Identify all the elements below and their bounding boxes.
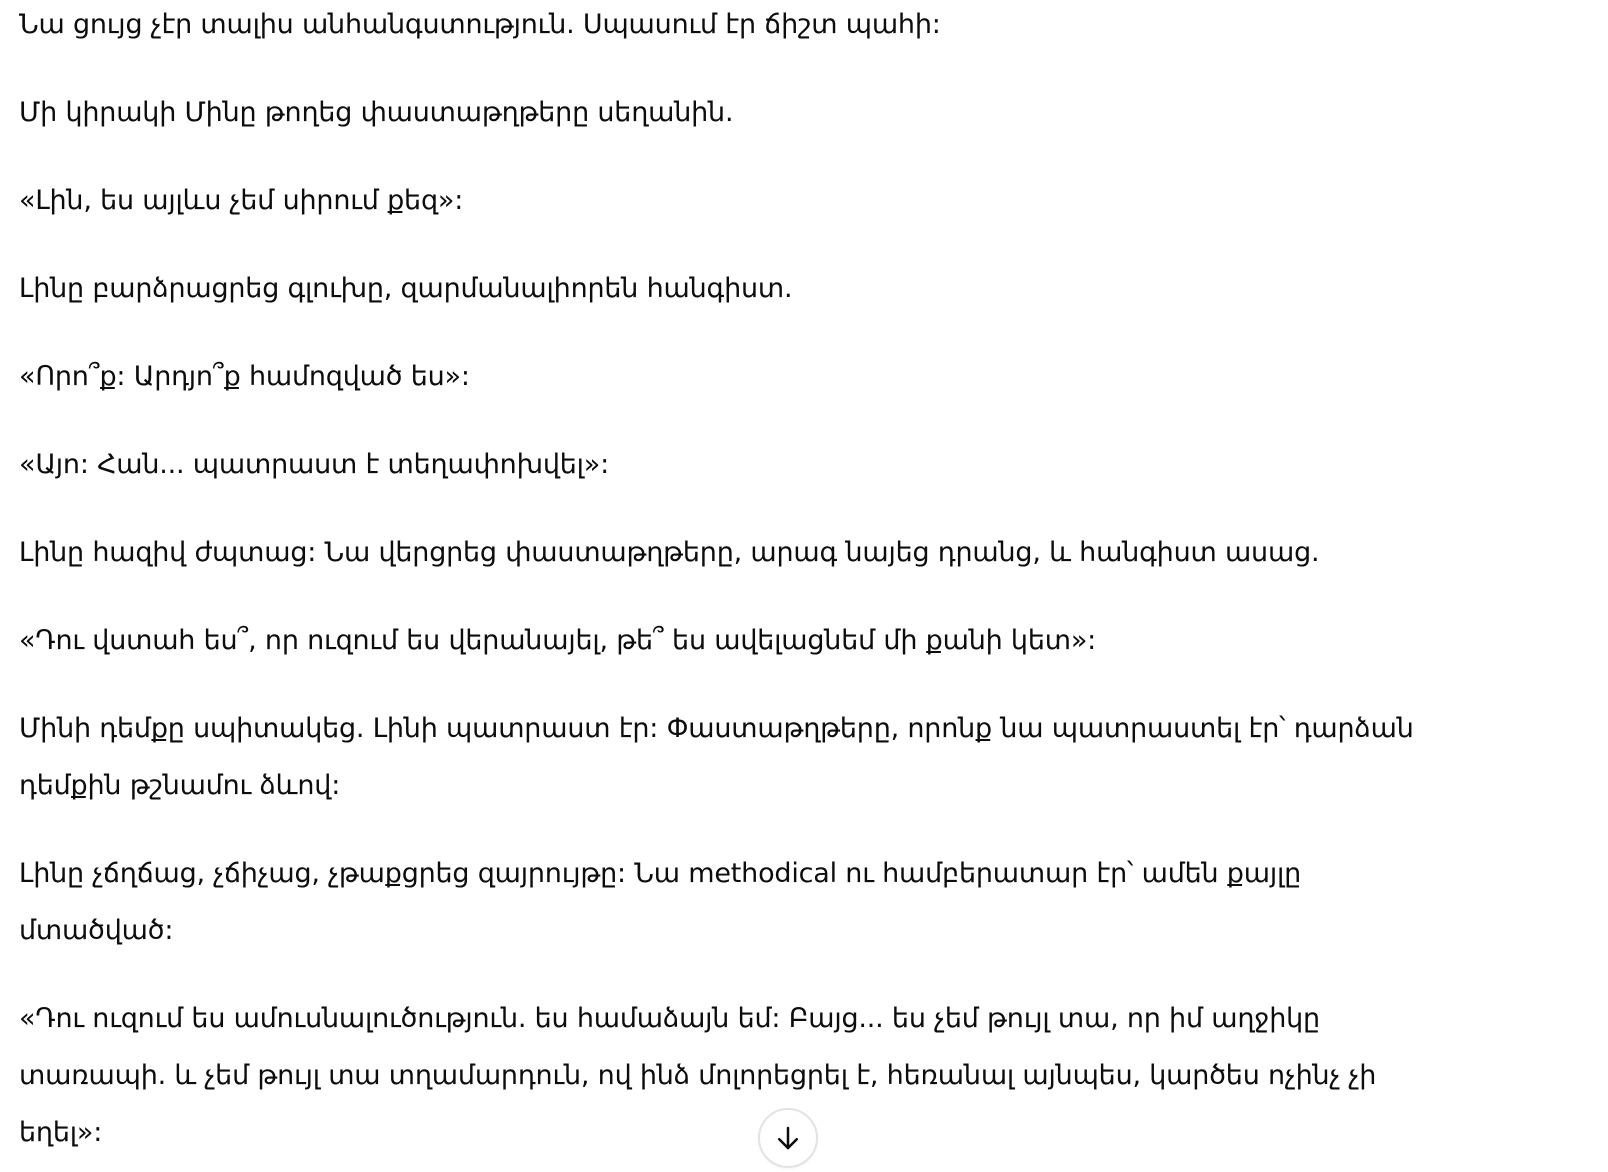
message-paragraph: Լինը բարձրացրեց գլուխը, զարմանալիորեն հանգիստ. [19,273,793,304]
conversation-message [19,0,1579,1172]
message-paragraph: «Լին, ես այլևս չեմ սիրում քեզ»: [19,185,464,216]
message-paragraph: «Որո՞ք: Արդյո՞ք համոզված ես»: [19,361,470,392]
message-paragraph: Մինի դեմքը սպիտակեց. Լինի պատրաստ էր: Փաստաթղթերը, որոնք նա պատրաստել էր՝ դարձան դեմքին թշնամու ձևով: [19,713,1414,801]
message-paragraph: Նա ցույց չէր տալիս անհանգստություն. Սպասում էր ճիշտ պահի: [19,9,941,40]
scroll-to-bottom-button[interactable] [758,1108,818,1168]
message-paragraph: «Այո: Հան... պատրաստ է տեղափոխվել»: [19,449,610,480]
message-paragraph: Մի կիրակի Մինը թողեց փաստաթղթերը սեղանին. [19,97,734,128]
message-paragraph: «Դու վստահ ես՞, որ ուզում ես վերանայել, թե՞ ես ավելացնեմ մի քանի կետ»: [19,625,1097,656]
message-paragraph: Լինը հազիվ ժպտաց: Նա վերցրեց փաստաթղթերը, արագ նայեց դրանց, և հանգիստ ասաց. [19,537,1320,568]
message-paragraph: «Դու ուզում ես ամուսնալուծություն. ես համաձայն եմ: Բայց... ես չեմ թույլ տա, որ իմ աղջիկը տառապի. և չեմ թույլ տա տղամարդուն, ով ինձ մոլորեցրել է, հեռանալ այնպես, կարծես ոչինչ չի եղել»: [19,1003,1377,1148]
arrow-down-icon [773,1123,803,1153]
message-paragraph: Լինը չճղճաց, չճիչաց, չթաքցրեց զայրույթը: Նա methodical ու համբերատար էր՝ ամեն քայլը մտածված: [19,858,1302,946]
